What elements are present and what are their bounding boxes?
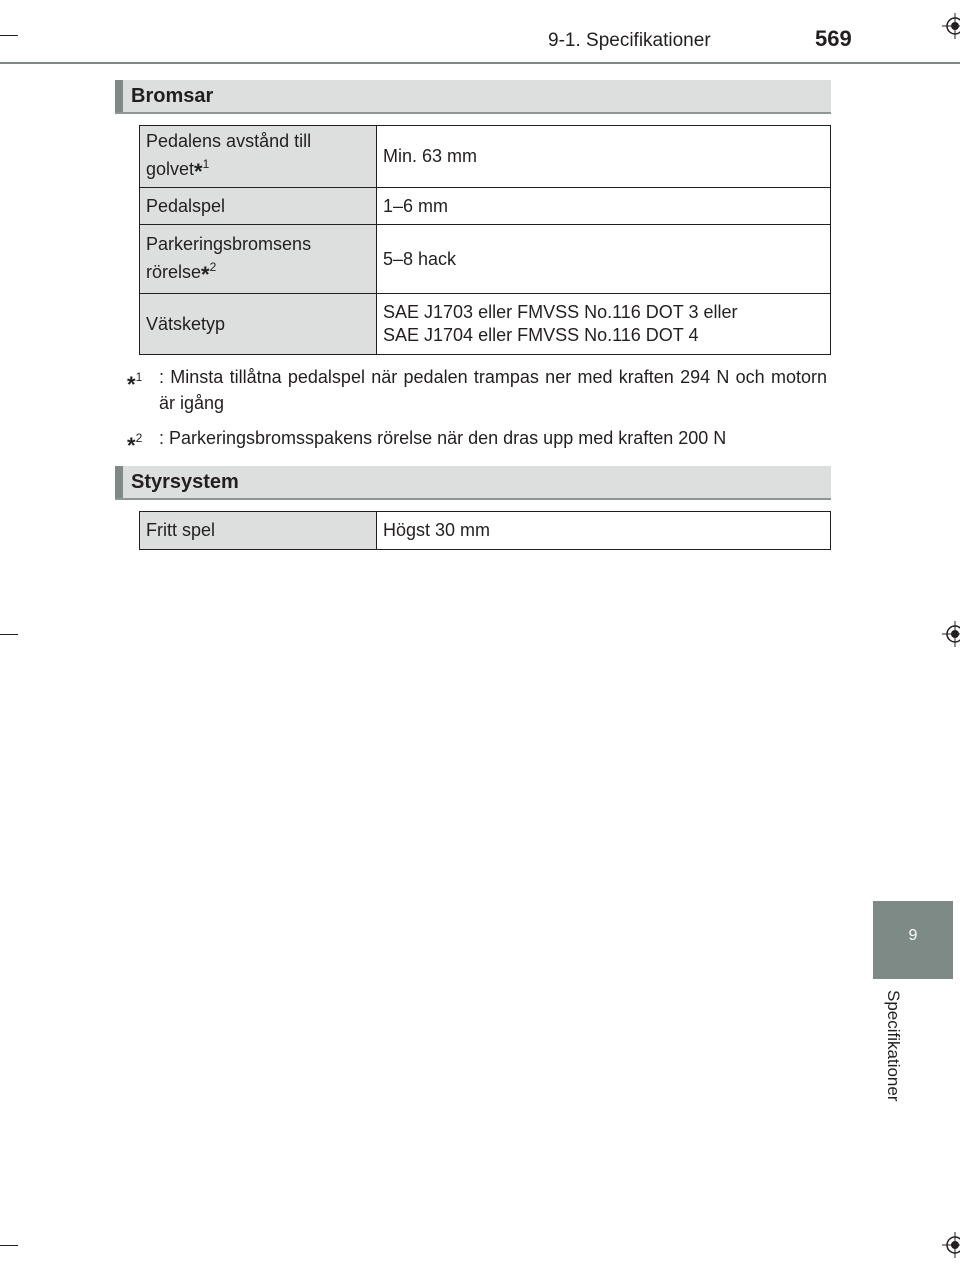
footnote-mark: *$^2$ [127,431,143,458]
section-accent [115,80,123,112]
section-header-brakes [115,80,831,114]
brakes-table [139,125,831,355]
registration-mark-icon [942,1232,960,1258]
key-text-line2: rörelse [146,261,202,282]
footnote-text: : Minsta tillåtna pedalspel när pedalen trampas ner med kraften 294 N och motorn är igång [159,367,827,413]
registration-mark-icon [942,13,960,39]
table-value-cell: Högst 30 mm [377,512,831,550]
table-key-cell: Pedalspel [140,188,377,225]
table-value-cell [377,294,831,355]
footnote-1 [127,364,827,418]
section-accent [115,466,123,498]
section-title-steering: Styrsystem [131,471,239,493]
steering-table [139,511,831,550]
chapter-tab: 9 [873,901,953,979]
registration-mark-icon [942,621,960,647]
table-key-cell [140,126,377,188]
chapter-label: Specifikationer [884,990,903,1102]
table-value-cell: Min. 63 mm [377,126,831,188]
footnote-mark: *$^1$ [127,370,143,397]
table-row [140,188,831,225]
section-title: 9-1. Specifikationer [548,30,711,51]
header-rule [0,62,960,64]
key-text-line2: golvet [146,159,195,179]
footnote-star: * [194,159,203,184]
table-key-cell: Vätsketyp [140,294,377,355]
table-key-cell: Fritt spel [140,512,377,550]
table-row [140,126,831,188]
crop-mark [0,634,18,635]
crop-mark [0,1245,18,1246]
table-key-cell [140,225,377,294]
table-row [140,225,831,294]
crop-mark [0,35,18,36]
footnote-ref: 2 [209,259,217,274]
footnote-ref: 1 [202,157,210,171]
key-text-line1: Parkeringsbromsens [146,233,312,254]
footnote-2 [127,425,827,458]
table-value-cell: 1–6 mm [377,188,831,225]
value-text-line1: SAE J1703 eller FMVSS No.116 DOT 3 eller [383,302,738,322]
value-text-line2: SAE J1704 eller FMVSS No.116 DOT 4 [383,325,699,345]
page-number: 569 [815,26,852,51]
table-value-cell: 5–8 hack [377,225,831,294]
key-text-line1: Pedalens avstånd till [146,131,312,151]
section-title-brakes: Bromsar [131,85,214,107]
footnote-text: : Parkeringsbromsspakens rörelse när den dras upp med kraften 200 N [159,428,727,448]
footnote-star: * [201,261,210,287]
table-row [140,512,831,550]
section-header-steering [115,466,831,500]
table-row [140,294,831,355]
